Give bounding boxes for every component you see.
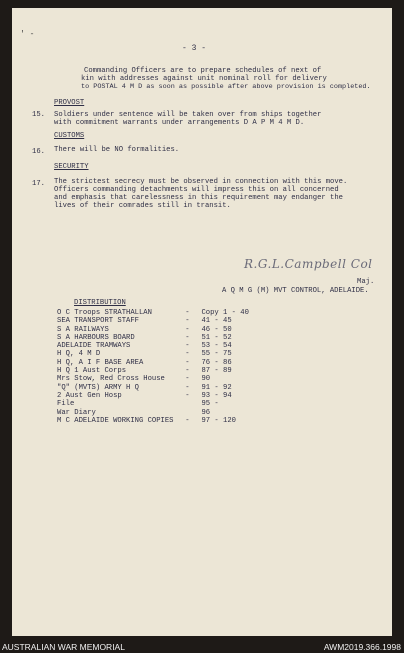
distribution-row	[57, 350, 261, 358]
section-heading-security: SECURITY	[54, 163, 89, 171]
paragraph-number: 17.	[32, 180, 45, 188]
paragraph-line: lives of their comrades still in transit.	[54, 202, 231, 210]
distribution-row	[57, 342, 261, 350]
distribution-copies: Copy 1 - 40	[201, 309, 249, 317]
distribution-dash	[173, 409, 201, 417]
distribution-row	[57, 392, 261, 400]
distribution-dash: -	[185, 416, 190, 425]
paragraph-line: with commitment warrants under arrangements D A P M 4 M D.	[54, 119, 305, 127]
distribution-copies: 87 - 89	[201, 367, 232, 376]
distribution-copies: 51 - 52	[201, 333, 232, 342]
distribution-dash: -	[185, 333, 190, 342]
distribution-recipient: H Q 1 Aust Corps	[57, 367, 127, 376]
document-page	[12, 8, 392, 636]
signature-rank: Maj.	[357, 278, 375, 286]
section-heading-customs: CUSTOMS	[54, 132, 85, 140]
distribution-dash: -	[185, 375, 190, 384]
distribution-copies: 90	[201, 375, 211, 384]
distribution-recipient: 2 Aust Gen Hosp	[57, 391, 122, 400]
distribution-row	[57, 417, 261, 425]
distribution-row	[57, 367, 261, 375]
footer-institution: AUSTRALIAN WAR MEMORIAL	[2, 642, 125, 652]
archive-footer	[0, 640, 404, 653]
distribution-row	[57, 309, 261, 317]
distribution-row	[57, 384, 261, 392]
distribution-row	[57, 375, 261, 383]
distribution-recipient: S A RAILWAYS	[57, 325, 109, 334]
distribution-recipient: O C Troops STRATHALLAN	[57, 309, 152, 317]
distribution-row	[57, 400, 261, 408]
paragraph-number: 15.	[32, 111, 45, 119]
distribution-copies: 41 - 45	[201, 317, 232, 326]
distribution-copies: 53 - 54	[201, 342, 232, 351]
intro-line: to POSTAL 4 M D as soon as possible after above provision is completed.	[81, 83, 371, 91]
distribution-recipient: SEA TRANSPORT STAFF	[57, 317, 139, 326]
distribution-dash	[173, 400, 201, 408]
page-number: - 3 -	[182, 44, 207, 53]
paragraph-number: 16.	[32, 148, 45, 156]
distribution-dash: -	[185, 391, 190, 400]
paragraph-line: The strictest secrecy must be observed in connection with this move.	[54, 178, 348, 186]
paragraph-line: Officers commanding detachments will impress this on all concerned	[54, 186, 339, 194]
distribution-copies: 95 -	[201, 400, 219, 409]
distribution-row	[57, 334, 261, 342]
distribution-copies: 93 - 94	[201, 391, 232, 400]
distribution-dash: -	[185, 358, 190, 367]
distribution-heading: DISTRIBUTION	[74, 299, 126, 307]
distribution-recipient: H Q, A I F BASE AREA	[57, 358, 144, 367]
signature-title: A Q M G (M) MVT CONTROL, ADELAIDE.	[222, 287, 369, 295]
distribution-recipient: ADELAIDE TRAMWAYS	[57, 342, 131, 351]
distribution-dash: -	[185, 367, 190, 376]
paragraph-line: and emphasis that carelessness in this requirement may endanger the	[54, 194, 343, 202]
distribution-dash: -	[185, 325, 190, 334]
distribution-copies: 97 - 120	[201, 416, 236, 425]
distribution-copies: 55 - 75	[201, 350, 232, 359]
distribution-copies: 76 - 86	[201, 358, 232, 367]
distribution-dash: -	[185, 317, 190, 326]
section-heading-provost: PROVOST	[54, 99, 85, 107]
distribution-copies: 46 - 50	[201, 325, 232, 334]
distribution-recipient: S A HARBOURS BOARD	[57, 333, 135, 342]
distribution-recipient: H Q, 4 M D	[57, 350, 101, 359]
paragraph-line: There will be NO formalities.	[54, 146, 180, 154]
distribution-recipient: File	[57, 400, 75, 409]
distribution-copies: 91 - 92	[201, 383, 232, 392]
handwritten-signature: R.G.L.Campbell Col	[244, 257, 373, 271]
distribution-recipient: War Diary	[57, 408, 96, 417]
distribution-list	[57, 309, 261, 425]
distribution-row	[57, 326, 261, 334]
distribution-recipient: "Q" (MVTS) ARMY H Q	[57, 383, 139, 392]
intro-line: kin with addresses against unit nominal roll for delivery	[81, 75, 327, 83]
distribution-dash: -	[185, 309, 190, 317]
distribution-dash: -	[185, 342, 190, 351]
distribution-dash: -	[185, 350, 190, 359]
distribution-row	[57, 317, 261, 325]
distribution-row	[57, 409, 261, 417]
distribution-recipient: Mrs Stow, Red Cross House	[57, 375, 165, 384]
distribution-dash: -	[185, 383, 190, 392]
paragraph-line: Soldiers under sentence will be taken over from ships together	[54, 111, 322, 119]
footer-accession-number: AWM2019.366.1998	[323, 642, 401, 652]
distribution-recipient: M C ADELAIDE WORKING COPIES	[57, 416, 174, 425]
corner-mark: ' -	[20, 30, 35, 39]
intro-line: Commanding Officers are to prepare schedules of next of	[84, 67, 322, 75]
distribution-copies: 96	[201, 408, 211, 417]
distribution-row	[57, 359, 261, 367]
